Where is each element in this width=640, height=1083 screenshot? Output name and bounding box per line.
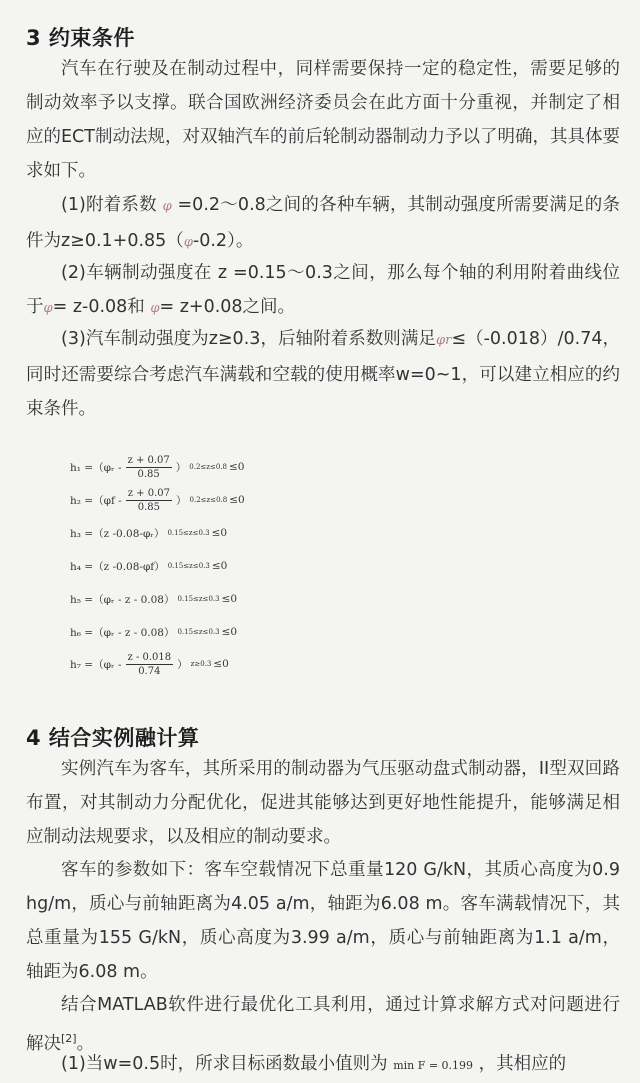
p3-part-a: (2)车辆制动强度在 z =0.15～0.3之间，那么每个轴的利用附着曲线位于 xyxy=(26,263,620,317)
formula-lhs: h₇ =（φᵣ - xyxy=(70,658,122,671)
formula-rhs: ） xyxy=(176,494,187,507)
formula-h6 xyxy=(70,617,237,647)
phi-symbol: φ xyxy=(162,199,172,214)
formula-lhs: h₄ =（z -0.08-φf） xyxy=(70,560,165,573)
formula-condition: 0.2≤z≤0.8 xyxy=(189,496,228,504)
formula-condition: 0.15≤z≤0.3 xyxy=(177,595,220,603)
fraction-denominator: 0.85 xyxy=(137,468,160,480)
fraction-denominator: 0.85 xyxy=(137,501,160,513)
section-4-paragraph-1: 实例汽车为客车，其所采用的制动器为气压驱动盘式制动器，II型双回路布置，对其制动力分配优化，促进其能够达到更好地性能提升，能够满足相应制动法规要求，以及相应的制动要求。 xyxy=(26,759,620,847)
p3-end: 。 xyxy=(76,1033,95,1054)
formula-rhs: ） xyxy=(175,461,187,474)
formula-condition: 0.2≤z≤0.8 xyxy=(189,463,227,471)
objective-formula: min F = 0.199 xyxy=(393,1059,474,1072)
formula-inequality: ≤0 xyxy=(229,494,245,506)
p2-part-c: -0.2）。 xyxy=(192,231,254,251)
formula-inequality: ≤0 xyxy=(213,658,229,670)
p2-part-a: (1)附着系数 xyxy=(61,195,157,215)
phi-symbol: φ xyxy=(183,235,193,250)
citation-reference: [2] xyxy=(61,1032,77,1045)
p3-text: 结合MATLAB软件进行最优化工具利用，通过计算求解方式对问题进行解决 xyxy=(26,995,620,1054)
phi-symbol: φ xyxy=(150,301,160,316)
formula-lhs: h₅ =（φᵣ - z - 0.08） xyxy=(70,593,175,606)
formula-fraction xyxy=(126,454,172,481)
formula-lhs: h₃ =（z -0.08-φᵣ） xyxy=(70,527,165,540)
fraction-numerator: z + 0.07 xyxy=(127,487,171,499)
formula-condition: 0.15≤z≤0.3 xyxy=(167,529,210,537)
formula-condition: 0.15≤z≤0.3 xyxy=(167,562,210,570)
formula-h7 xyxy=(70,649,229,679)
fraction-numerator: z + 0.07 xyxy=(127,454,170,466)
fraction-numerator: z - 0.018 xyxy=(127,651,172,663)
formula-h2 xyxy=(70,485,245,515)
section-4-heading: 4 结合实例融计算 xyxy=(26,726,200,750)
p4-part-b: ，其相应的 xyxy=(478,1054,567,1074)
formula-inequality: ≤0 xyxy=(221,626,238,638)
formula-h5 xyxy=(70,584,237,614)
p4-part-b: ≤（-0.018）/0.74，同时还需要综合考虑汽车满载和空载的使用概率w=0~1，可以建立相应的约束条件。 xyxy=(26,329,621,419)
formula-lhs: h₆ =（φᵣ - z - 0.08） xyxy=(70,626,175,639)
formula-condition: z≥0.3 xyxy=(190,660,212,668)
section-4-paragraph-2: 客车的参数如下：客车空载情况下总重量120 G/kN，其质心高度为0.9 hg/m，质心与前轴距离为4.05 a/m，轴距为6.08 m。客车满载情况下，其总重量为155 G/kN，质心高度为3.99 a/m，质心与前轴距离为1.1 a/m，轴距为6.08 m。 xyxy=(26,860,620,982)
p3-part-c: = z+0.08之间。 xyxy=(159,297,296,317)
formula-lhs: h₂ =（φf - xyxy=(70,494,122,507)
fraction-denominator: 0.74 xyxy=(138,665,161,677)
phi-r-symbol: φr xyxy=(435,333,452,348)
p3-part-b: = z-0.08和 xyxy=(52,297,145,317)
formula-inequality: ≤0 xyxy=(228,461,245,473)
p4-part-a: (1)当w=0.5时，所求目标函数最小值则为 xyxy=(61,1054,388,1074)
section-4-paragraph-4 xyxy=(26,1047,620,1083)
formula-inequality: ≤0 xyxy=(221,593,238,605)
formula-inequality: ≤0 xyxy=(211,560,228,572)
section-3-paragraph-4 xyxy=(26,322,620,426)
section-3-heading: 3 约束条件 xyxy=(26,26,135,50)
formula-fraction xyxy=(126,487,172,514)
section-3-paragraph-3 xyxy=(26,256,620,326)
p2-part-b: =0.2～0.8之间的各种车辆，其制动强度所需要满足的条件为z≥0.1+0.85（ xyxy=(26,195,620,251)
formula-condition: 0.15≤z≤0.3 xyxy=(177,628,220,636)
formula-lhs: h₁ =（φᵣ - xyxy=(70,461,122,474)
formula-h4 xyxy=(70,551,227,581)
formula-inequality: ≤0 xyxy=(211,527,228,539)
formula-rhs: ） xyxy=(177,658,188,671)
formula-h1 xyxy=(70,452,244,482)
p4-part-a: (3)汽车制动强度为z≥0.3，后轴附着系数则满足 xyxy=(61,329,436,349)
section-3-paragraph-1: 汽车在行驶及在制动过程中，同样需要保持一定的稳定性，需要足够的制动效率予以支撑。联合国欧洲经济委员会在此方面十分重视，并制定了相应的ECT制动法规，对双轴汽车的前后轮制动器制动力予以了明确，其具体要求如下。 xyxy=(26,59,620,181)
formula-h3 xyxy=(70,518,227,548)
formula-fraction xyxy=(126,651,174,678)
section-3-paragraph-2 xyxy=(26,188,620,260)
phi-symbol: φ xyxy=(43,301,53,316)
